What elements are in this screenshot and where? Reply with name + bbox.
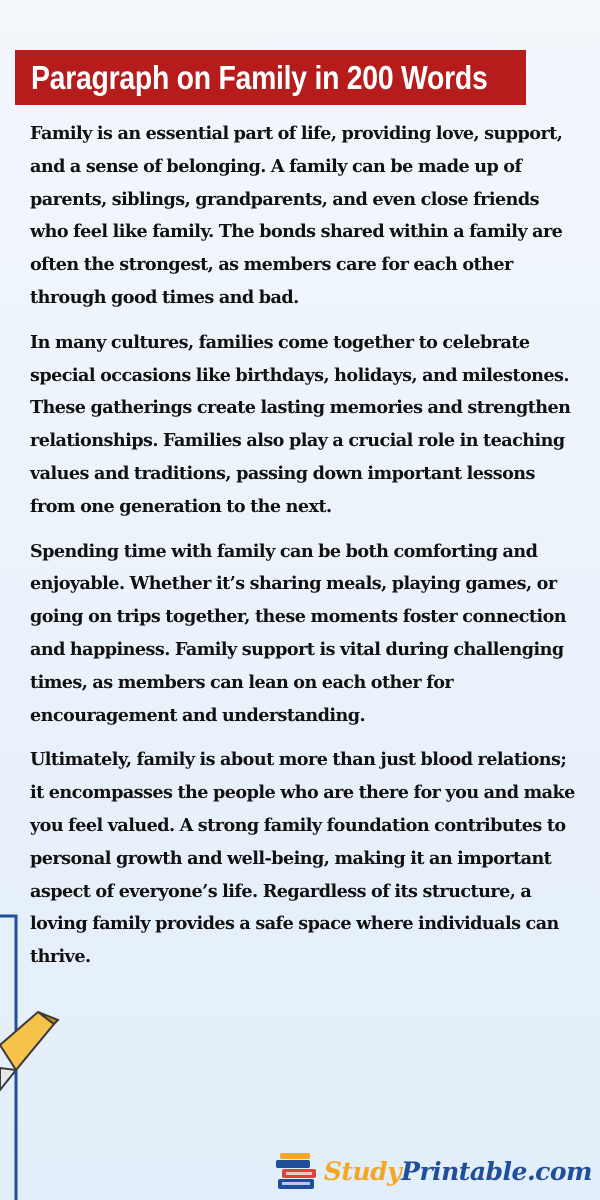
- paragraph-3: Spending time with family can be both comforting and enjoyable. Whether it’s sharing meals, playing games, or going on trips together, these moments foster connection and happiness. Family support is vital during challenging times, as members can lean on each other for encouragement and understanding.: [30, 540, 567, 726]
- paragraph-2: In many cultures, families come together to celebrate special occasions like birthdays, holidays, and milestones. These gatherings create lasting memories and strengthen relationships. Families also play a crucial role in teaching values and traditions, passing down important lessons from one generation to the next.: [30, 331, 571, 517]
- paragraph-1: Family is an essential part of life, providing love, support, and a sense of belonging. A family can be made up of parents, siblings, grandparents, and even close friends who feel like family. The bonds shared within a family are often the strongest, as members care for each other through good times and bad.: [30, 123, 563, 308]
- article-body: [30, 118, 575, 986]
- brand-name-part-printable: Printable: [401, 1156, 527, 1186]
- brand-name-part-study: Study: [323, 1156, 402, 1186]
- brand-name-part-com: .com: [526, 1156, 592, 1186]
- books-icon: [274, 1149, 322, 1193]
- brand-name: [324, 1157, 592, 1186]
- page-title: Paragraph on Family in 200 Words: [31, 58, 488, 96]
- brand-logo: [274, 1146, 592, 1196]
- title-banner: [15, 50, 526, 105]
- paragraph-4: Ultimately, family is about more than just blood relations; it encompasses the people who are there for you and make you feel valued. A strong family foundation contributes to personal growth and well-being, making it an important aspect of everyone’s life. Regardless of its structure, a loving family provides a safe space where individuals can thrive.: [30, 749, 575, 968]
